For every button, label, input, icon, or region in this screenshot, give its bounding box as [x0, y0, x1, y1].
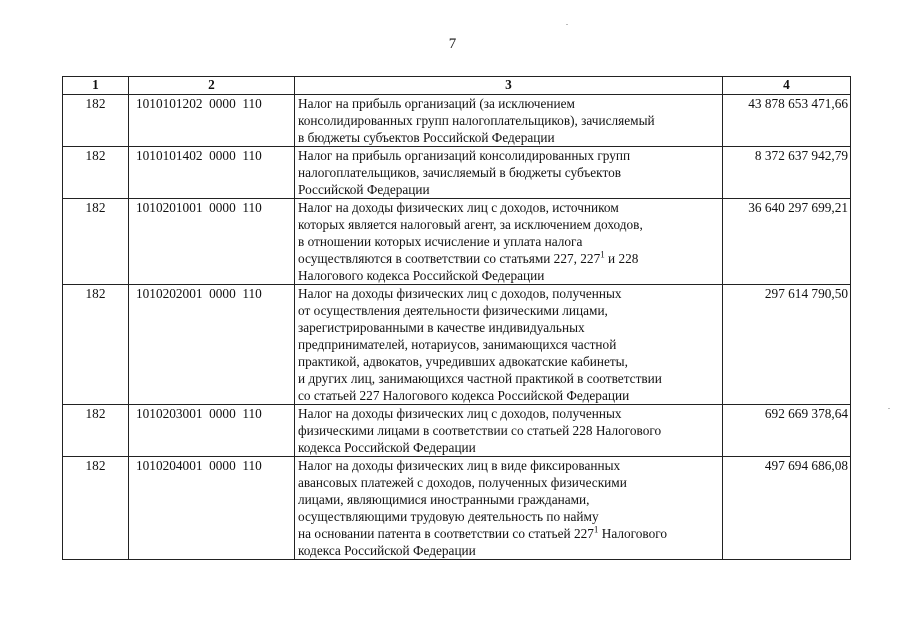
revenue-name-cell [295, 95, 723, 147]
line-text: кодекса Российской Федерации [298, 440, 476, 455]
amount-cell: 297 614 790,50 [723, 285, 851, 405]
budget-code-cell: 1010204001 0000 110 [129, 457, 295, 560]
line-text: которых является налоговый агент, за исключением доходов, [298, 217, 643, 232]
line-text: консолидированных групп налогоплательщиков), зачисляемый [298, 113, 655, 128]
revenue-name-cell [295, 457, 723, 560]
revenue-name-cell [295, 405, 723, 457]
column-header-3: 3 [295, 77, 723, 95]
revenue-name-line [298, 181, 720, 198]
column-header-1: 1 [63, 77, 129, 95]
revenue-name-line [298, 250, 720, 267]
table-row [63, 147, 851, 199]
revenue-name-line [298, 147, 720, 164]
revenue-name-line [298, 129, 720, 146]
budget-code-cell: 1010202001 0000 110 [129, 285, 295, 405]
budget-code-cell: 1010101402 0000 110 [129, 147, 295, 199]
admin-code-cell: 182 [63, 199, 129, 285]
revenue-name-cell [295, 147, 723, 199]
line-text: в отношении которых исчисление и уплата налога [298, 234, 583, 249]
line-text: Налог на прибыль организаций консолидированных групп [298, 148, 631, 163]
line-text: авансовых платежей с доходов, полученных физическими [298, 475, 627, 490]
admin-code-cell: 182 [63, 95, 129, 147]
admin-code-cell: 182 [63, 285, 129, 405]
page-number: 7 [448, 36, 457, 52]
line-text: зарегистрированными в качестве индивидуальных [298, 320, 585, 335]
line-text: Налог на доходы физических лиц в виде фиксированных [298, 458, 621, 473]
line-text: и других лиц, занимающихся частной практикой в соответствии [298, 371, 662, 386]
revenue-table [62, 76, 851, 560]
revenue-name-line [298, 319, 720, 336]
line-text: со статьей 227 Налогового кодекса Российской Федерации [298, 388, 630, 403]
line-text: предпринимателей, нотариусов, занимающихся частной [298, 337, 617, 352]
revenue-name-line [298, 199, 720, 216]
table-body [63, 95, 851, 560]
line-text: лицами, являющимися иностранными гражданами, [298, 492, 590, 507]
line-text: практикой, адвокатов, учредивших адвокатские кабинеты, [298, 354, 628, 369]
revenue-name-line [298, 164, 720, 181]
budget-code-cell: 1010101202 0000 110 [129, 95, 295, 147]
line-text: осуществляются в соответствии со статьями 227, 227 [298, 251, 601, 266]
table-row [63, 95, 851, 147]
revenue-name-cell [295, 285, 723, 405]
amount-cell: 8 372 637 942,79 [723, 147, 851, 199]
line-text: на основании патента в соответствии со статьей 227 [298, 526, 594, 541]
revenue-name-line [298, 267, 720, 284]
amount-cell: 692 669 378,64 [723, 405, 851, 457]
revenue-name-line [298, 112, 720, 129]
column-header-4: 4 [723, 77, 851, 95]
revenue-name-line [298, 216, 720, 233]
line-text: Налог на доходы физических лиц с доходов, полученных [298, 406, 622, 421]
revenue-name-line [298, 439, 720, 456]
superscript: 1 [600, 249, 605, 260]
line-text: от осуществления деятельности физическими лицами, [298, 303, 608, 318]
line-text: налогоплательщиков, зачисляемый в бюджеты субъектов [298, 165, 622, 180]
revenue-name-line [298, 422, 720, 439]
table-row [63, 285, 851, 405]
line-text-continued: и 228 [604, 251, 639, 266]
revenue-name-line [298, 370, 720, 387]
scan-mark [566, 24, 568, 25]
revenue-name-cell [295, 199, 723, 285]
revenue-name-line [298, 508, 720, 525]
line-text-continued: Налогового [598, 526, 668, 541]
line-text: физическими лицами в соответствии со статьей 228 Налогового [298, 423, 662, 438]
line-text: Налогового кодекса Российской Федерации [298, 268, 545, 283]
line-text: Российской Федерации [298, 182, 430, 197]
scan-mark [888, 408, 890, 409]
column-header-2: 2 [129, 77, 295, 95]
budget-code-cell: 1010201001 0000 110 [129, 199, 295, 285]
revenue-name-line [298, 457, 720, 474]
revenue-name-line [298, 387, 720, 404]
admin-code-cell: 182 [63, 405, 129, 457]
revenue-name-line [298, 474, 720, 491]
revenue-name-line [298, 302, 720, 319]
line-text: Налог на прибыль организаций (за исключением [298, 96, 575, 111]
admin-code-cell: 182 [63, 457, 129, 560]
table-row [63, 457, 851, 560]
revenue-name-line [298, 336, 720, 353]
admin-code-cell: 182 [63, 147, 129, 199]
revenue-name-line [298, 285, 720, 302]
superscript: 1 [593, 524, 599, 535]
table-header-row [63, 77, 851, 95]
line-text: в бюджеты субъектов Российской Федерации [298, 130, 555, 145]
revenue-name-line [298, 491, 720, 508]
amount-cell: 36 640 297 699,21 [723, 199, 851, 285]
revenue-name-line [298, 542, 720, 559]
line-text: Налог на доходы физических лиц с доходов, полученных [298, 286, 622, 301]
revenue-name-line [298, 233, 720, 250]
revenue-name-line [298, 353, 720, 370]
amount-cell: 497 694 686,08 [723, 457, 851, 560]
line-text: кодекса Российской Федерации [298, 543, 476, 558]
budget-code-cell: 1010203001 0000 110 [129, 405, 295, 457]
table-row [63, 199, 851, 285]
revenue-name-line [298, 405, 720, 422]
revenue-name-line [298, 95, 720, 112]
line-text: Налог на доходы физических лиц с доходов, источником [298, 200, 619, 215]
line-text: осуществляющими трудовую деятельность по найму [298, 509, 599, 524]
amount-cell: 43 878 653 471,66 [723, 95, 851, 147]
table-row [63, 405, 851, 457]
revenue-name-line [298, 525, 720, 542]
